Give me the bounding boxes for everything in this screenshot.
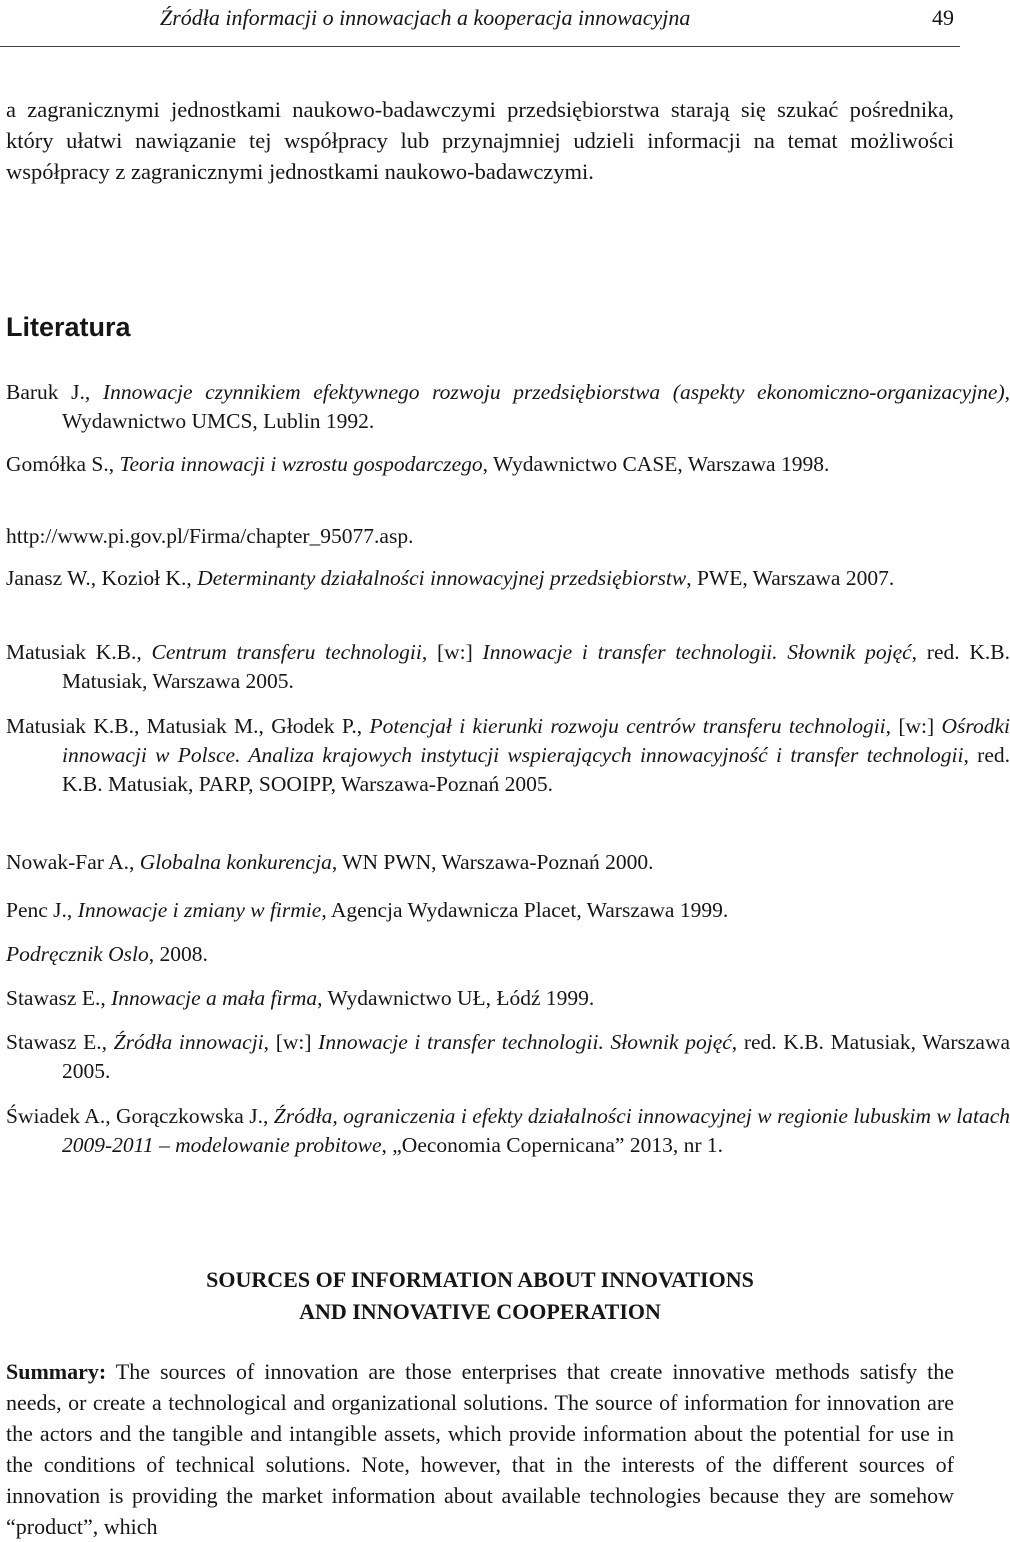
reference-title: Innowacje i zmiany w firmie <box>77 898 322 922</box>
summary-label: Summary: <box>6 1359 107 1384</box>
page-number: 49 <box>932 5 954 30</box>
reference-author: Stawasz E. <box>6 986 101 1010</box>
reference-publisher: , PWE, Warszawa 2007. <box>686 566 895 590</box>
reference-url: http://www.pi.gov.pl/Firma/chapter_95077.asp. <box>6 524 414 548</box>
literature-heading: Literatura <box>6 312 131 342</box>
reference-author: Matusiak K.B. <box>6 640 137 664</box>
running-title: Źródła informacji o innowacjach a kooperacja innowacyjna <box>160 5 691 30</box>
reference-item: Świadek A., Gorączkowska J., Źródła, ograniczenia i efekty działalności innowacyjnej w regionie lubuskim w latach 2009-2011 – modelowanie probitowe, „Oeconomia Copernicana” 2013, nr 1. <box>6 1104 1010 1157</box>
reference-title: Źródła, ograniczenia i efekty działalności innowacyjnej w regionie lubuskim w latach 2009-2011 – modelowanie probitowe <box>62 1104 1010 1157</box>
reference-title: Teoria innowacji i wzrostu gospodarczego <box>119 452 483 476</box>
reference-title: Centrum transferu technologii <box>151 640 422 664</box>
reference-title: Innowacje a mała firma <box>111 986 318 1010</box>
reference-book-title: Innowacje i transfer technologii. Słownik pojęć <box>482 640 912 664</box>
reference-author: Penc J. <box>6 898 67 922</box>
reference-book-title: Ośrodki innowacji w Polsce. Analiza krajowych instytucji wspierających innowacyjność i transfer technologii <box>62 714 1010 767</box>
reference-author: Stawasz E. <box>6 1030 102 1054</box>
reference-title: Podręcznik Oslo <box>6 942 149 966</box>
reference-publisher: , Wydawnictwo UŁ, Łódź 1999. <box>317 986 595 1010</box>
reference-publisher: , „Oeconomia Copernicana” 2013, nr 1. <box>381 1133 723 1157</box>
reference-publisher: , WN PWN, Warszawa-Poznań 2000. <box>331 850 654 874</box>
reference-author: Matusiak K.B., Matusiak M., Głodek P. <box>6 714 357 738</box>
reference-publisher: , red. K.B. Matusiak, Warszawa 2005. <box>62 1030 1010 1083</box>
reference-author: Świadek A., Gorączkowska J. <box>6 1104 263 1128</box>
reference-item: Matusiak K.B., Centrum transferu technologii, [w:] Innowacje i transfer technologii. Słownik pojęć, red. K.B. Matusiak, Warszawa 2005. <box>6 640 1010 693</box>
reference-publisher: , red. K.B. Matusiak, Warszawa 2005. <box>62 640 1010 693</box>
reference-title: Determinanty działalności innowacyjnej przedsiębiorstw <box>197 566 687 590</box>
reference-item: Penc J., Innowacje i zmiany w firmie, Agencja Wydawnicza Placet, Warszawa 1999. <box>6 898 729 922</box>
reference-item: Matusiak K.B., Matusiak M., Głodek P., Potencjał i kierunki rozwoju centrów transferu technologii, [w:] Ośrodki innowacji w Polsce. Analiza krajowych instytucji wspierających innowacyjność i transfer technologii, red. K.B. Matusiak, PARP, SOOIPP, Warszawa-Poznań 2005. <box>6 714 1010 796</box>
reference-item: Stawasz E., Źródła innowacji, [w:] Innowacje i transfer technologii. Słownik pojęć, red. K.B. Matusiak, Warszawa 2005. <box>6 1030 1010 1083</box>
english-summary-title: SOURCES OF INFORMATION ABOUT INNOVATIONS AND INNOVATIVE COOPERATION <box>206 1267 754 1324</box>
english-summary <box>6 1356 954 1542</box>
reference-title: Globalna konkurencja <box>139 850 332 874</box>
intro-paragraph: a zagranicznymi jednostkami naukowo-badawczymi przedsiębiorstwa starają się szukać pośrednika, który ułatwi nawiązanie tej współpracy lub przynajmniej udzieli informacji na temat możliwości współpracy z zagranicznymi jednostkami naukowo-badawczymi. <box>6 97 954 184</box>
reference-item: Nowak-Far A., Globalna konkurencja, WN PWN, Warszawa-Poznań 2000. <box>6 850 654 874</box>
reference-publisher: , Agencja Wydawnicza Placet, Warszawa 1999. <box>321 898 729 922</box>
reference-author: Nowak-Far A. <box>6 850 130 874</box>
reference-item <box>6 940 1010 969</box>
reference-title: Potencjał i kierunki rozwoju centrów transferu technologii <box>369 714 886 738</box>
reference-publisher: , red. K.B. Matusiak, PARP, SOOIPP, Warszawa-Poznań 2005. <box>62 743 1010 796</box>
page-header <box>0 0 960 47</box>
reference-item: Stawasz E., Innowacje a mała firma, Wydawnictwo UŁ, Łódź 1999. <box>6 986 595 1010</box>
reference-item <box>6 522 1010 551</box>
reference-title: Źródła innowacji <box>113 1030 264 1054</box>
reference-book-title: Innowacje i transfer technologii. Słownik pojęć <box>318 1030 732 1054</box>
reference-publisher: , Wydawnictwo UMCS, Lublin 1992. <box>62 380 1010 433</box>
reference-author: Janasz W., Kozioł K. <box>6 566 187 590</box>
reference-author: Baruk J. <box>6 380 85 404</box>
reference-item: Baruk J., Innowacje czynnikiem efektywnego rozwoju przedsiębiorstwa (aspekty ekonomiczno-organizacyjne), Wydawnictwo UMCS, Lublin 1992. <box>6 380 1010 433</box>
summary-text: The sources of innovation are those enterprises that create innovative methods satisfy the needs, or create a technological and organizational solutions. The source of information for innovation are the actors and the tangible and intangible assets, which provide information about the potential for use in the conditions of technical solutions. Note, however, that in the interests of the different sources of innovation is providing the market information about available technologies because they are somehow “product”, which <box>6 1359 954 1539</box>
reference-item: Gomółka S., Teoria innowacji i wzrostu gospodarczego, Wydawnictwo CASE, Warszawa 1998. <box>6 452 830 476</box>
reference-publisher: , 2008. <box>148 942 208 966</box>
reference-author: Gomółka S. <box>6 452 109 476</box>
reference-item: Janasz W., Kozioł K., Determinanty działalności innowacyjnej przedsiębiorstw, PWE, Warszawa 2007. <box>6 566 895 590</box>
reference-title: Innowacje czynnikiem efektywnego rozwoju przedsiębiorstwa (aspekty ekonomiczno-organizacyjne) <box>102 380 1005 404</box>
reference-publisher: , Wydawnictwo CASE, Warszawa 1998. <box>482 452 830 476</box>
